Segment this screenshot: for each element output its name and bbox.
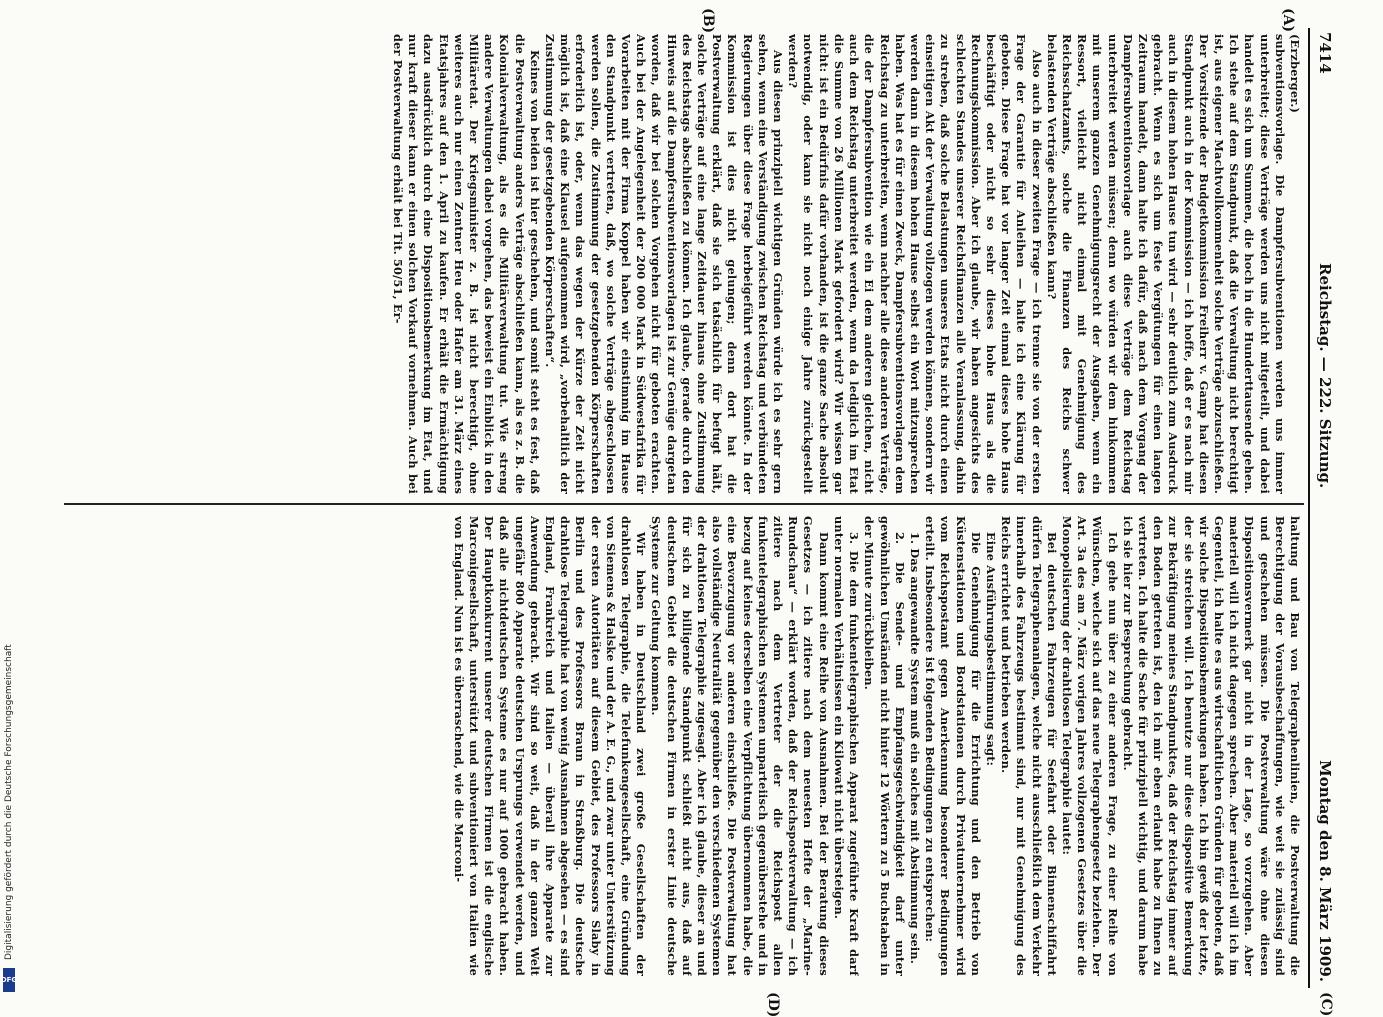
document-page xyxy=(56,8,1336,1017)
margin-marker-b: (B) xyxy=(700,8,716,34)
column-divider xyxy=(64,503,1304,505)
margin-marker-c: (C) xyxy=(1318,992,1334,1017)
list-item: 2. Die Sende- und Empfangsgeschwindigkeit darf unter gewöhnlichen Umständen nicht hinter 12 Wörtern zu 5 Buchstaben in der Minute zurückbleiben. xyxy=(862,516,907,976)
left-column xyxy=(67,34,1302,494)
quoted-regulation-text: Die Genehmigung für die Errichtung und den Betrieb von Küstenstationen und Bordstationen durch Privatunternehmer wird vom Reichspostamt gegen Anerkennung besonderer Bedingungen erteilt. Insbesondere ist folgenden Bedingungen zu entsprechen: xyxy=(923,516,983,976)
digitization-credit-text: Digitalisierung gefördert durch die Deutsche Forschungsgemeinschaft xyxy=(4,644,14,960)
session-title: Reichstag. — 222. Sitzung. xyxy=(1316,263,1334,489)
paragraph: Keines von beiden ist hier geschehen, und somit steht es fest, daß die Postverwaltung anders Verträge abschließen kann, als es z. B. die Kolonialverwaltung, als es die Militärverwaltung tut. Wie streng andere Verwaltungen dabei vorgehen, das beweist ein Einblick in den Militäretat. Der Kriegsminister z. B. ist nicht berechtigt, ohne weiteres auch nur einen Zentner Heu oder Hafer am 31. März eines Etatsjahres auf den 1. April zu kaufen. Er erhält die Ermächtigung dazu ausdrücklich durch eine Dispositionsbemerkung im Etat, und nur kraft dieser kann er einen solchen Vorkauf vornehmen. Auch bei der Postverwaltung erhält bei Tit. 50/51, Er- xyxy=(391,34,542,494)
quoted-law-text: Bei deutschen Fahrzeugen für Seefahrt oder Binnenschiffahrt dürfen Telegraphenanlagen, welche nicht ausschließlich dem Verkehr innerhalb des Fahrzeugs bestimmt sind, nur mit Genehmigung des Reichs errichtet und betrieben werden. xyxy=(999,516,1059,976)
speaker-name: (Erzberger.) xyxy=(1288,34,1302,114)
margin-marker-a: (A) xyxy=(1280,8,1296,33)
page-header xyxy=(1310,28,1336,988)
paragraph: haltung und Bau von Telegraphenlinien, die Postverwaltung die Berechtigung der Vorausbeschaffungen, wie weit sie zulässig sind und geschehen müssen. Die Postverwaltung wäre ohne diesen Dispositionsvermerk gar nicht in der Lage, so vorzugehen. Aber materiell will ich nicht dagegen sprechen. Aber materiell will ich im Gegenteil, ich halte es aus wirtschaftlichen Gründen für geboten, daß wir solche Dispositionsbemerkungen haben. Ich bin gewiß der letzte, der sie streichen will. Ich benutze nur diese dispositive Bemerkung zur Bekräftigung meines Standpunktes, daß der Reichstag immer auf den Boden getreten ist, den ich mir eben erlaubt habe zu Ihnen zu vertreten. Ich halte die Sache für prinzipiell wichtig, und darum habe ich sie hier zur Besprechung gebracht. xyxy=(1120,516,1302,976)
paragraph: Also auch in dieser zweiten Frage — ich trenne sie von der ersten Frage der Garantie für Anleihen — halte ich eine Klärung für geboten. Diese Frage hat vor langer Zeit einmal dieses hohe Haus beschäftigt oder nicht so sehr dieses hohe Haus als die Rechnungskommission. Aber ich glaube, wir haben angesichts des schlechten Standes unserer Reichsfinanzen alle Veranlassung, dahin zu streben, daß solche Belastungen unseres Etats nicht durch einen einseitigen Akt der Verwaltung vollzogen werden können, sondern wir werden dann in diesem hohen Hause selbst ein Wort mitzusprechen haben. Was hat es für einen Zweck, Dampfersubventionsvorlagen dem Reichstag zu unterbreiten, wenn nachher alle diese anderen Verträge, die der Dampfersubvention wie ein Ei dem anderen gleichen, nicht auch dem Reichstag unterbreitet werden, wenn da lediglich im Etat die Summe von 26 Millionen Mark gefordert wird? Wir wissen gar nicht: ist ein Bedürfnis dafür vorhanden, ist die ganze Sache absolut notwendig, oder kann sie nicht noch einige Jahre zurückgestellt werden? xyxy=(786,34,1044,494)
dfg-logo: DFG xyxy=(3,968,15,992)
list-item: 1. Das angewandte System muß ein solches mit Abstimmung sein. xyxy=(907,532,922,964)
paragraph: Aus diesen prinzipiell wichtigen Gründen würde ich es sehr gern sehen, wenn eine Verständigung zwischen Reichstag und verbündeten Regierungen über diese Frage herbeigeführt werden könnte. In der Kommission ist dies nicht gelungen; denn dort hat die Postverwaltung erklärt, daß sie sich tatsächlich für befugt hält, solche Verträge auf eine lange Zeitdauer hinaus ohne Zustimmung des Reichstags abschließen zu können. Ich glaube, gerade durch den Hinweis auf die Dampfersubventionsvorlagen ist zur Genüge dargetan worden, daß wir bei solchen Vorgehen nicht für geboten erachten. Auch bei der Angelegenheit der 200 000 Mark in Südwestafrika für Vorarbeiten mit der Firma Koppel haben wir einstimmig im Hause den Standpunkt vertreten, daß, wo solche Verträge abgeschlossen werden sollen, die Zustimmung der gesetzgebenden Körperschaften erforderlich ist, oder, wenn das wegen der Kürze der Zeit nicht möglich ist, daß eine Klausel aufgenommen wird, „vorbehaltlich der Zustimmung der gesetzgebenden Körperschaften“. xyxy=(543,34,786,494)
right-column xyxy=(67,516,1302,976)
session-date: Montag den 8. März 1909. xyxy=(1316,760,1334,982)
paragraph: subventionsvorlage. Die Dampfersubventionen werden uns immer unterbreitet; diese Verträge werden uns nicht mitgeteilt, und dabei handelt es sich um Summen, die hoch in die Hunderttausende gehen. Ich stehe auf dem Standpunkt, daß die Verwaltung nicht berechtigt ist, aus eigener Machtvollkommenheit solche Verträge abzuschließen. Der Vorsitzende der Budgetkommission Freiherr v. Gamp hat diesen Standpunkt auch in der Kommission — ich hoffe, daß er es nach mir auch in diesem hohen Hause tun wird — sehr deutlich zum Ausdruck gebracht. Wenn es sich um feste Vergütungen für einen langen Zeitraum handelt, dann halte ich dafür, daß nach dem Vorgang der Dampfersubventionsvorlage auch diese Verträge dem Reichstag unterbreitet werden müssen; denn wo würden wir dem hinkommen mit unserem ganzen Genehmigungsrecht der Ausgaben, wenn ein Ressort, vielleicht nicht einmal mit Genehmigung des Reichsschatzamts, solche die Finanzen des Reichs schwer belastenden Verträge abschließen kann? xyxy=(1044,34,1287,494)
list-item: 3. Die dem funkentelegraphischen Apparat zugeführte Kraft darf unter normalen Verhältnissen ein Kilowatt nicht übersteigen. xyxy=(831,516,862,976)
margin-marker-d: (D) xyxy=(765,992,781,1017)
header-rule xyxy=(1308,28,1310,988)
page-number: 7414 xyxy=(1316,32,1334,74)
paragraph: Eine Ausführungsbestimmung sagt: xyxy=(983,532,998,766)
paragraph: Ich gehe nun über zu einer anderen Frage, zu einer Reihe von Wünschen, welche sich auf das neue Telegraphengesetz beziehen. Der Art. 3a des am 7. März vorigen Jahres vollzogenen Gesetzes über die Monopolisierung der drahtlosen Telegraphie lautet: xyxy=(1059,516,1120,976)
paragraph: Wir haben in Deutschland zwei große Gesellschaften der drahtlosen Telegraphie, die Telefunkengesellschaft, eine Gründung von Siemens & Halske und der A. E. G., und zwar unter Unterstützung der ersten Autoritäten auf diesem Gebiet, des Professors Slaby in Berlin und des Professors Braun in Straßburg. Die deutsche drahtlose Telegraphie hat von wenig Ausnahmen abgesehen — es sind England, Frankreich und Italien — überall ihre Apparate zur Anwendung gebracht. Wir sind so weit, daß in der ganzen Welt ungefähr 800 Apparate deutschen Ursprungs verwendet werden, und daß alle nichtdeutschen Systeme es nur auf 1000 gebracht haben. Der Hauptkonkurrent unserer deutschen Firmen ist die englische Marconigesellschaft, unterstützt und subventioniert von Italien wie von England. Nun ist es überraschend, wie die Marconi- xyxy=(451,516,649,976)
paragraph: Dann kommt eine Reihe von Ausnahmen. Bei der Beratung dieses Gesetzes — ich zitiere nach dem neuesten Hefte der „Marine-Rundschau“ — erklärt worden, daß der Reichspostverwaltung — ich zitiere nach dem Vertreter der die Reichspost allen funkentelegraphischen Systemen unparteiisch gegenüberstehe und in bezug auf keines derselben eine Verpflichtung übernommen habe, die eine Bevorzugung vor anderen einschließe. Die Postverwaltung hat also vollständige Neutralität gegenüber den verschiedenen Systemen der drahtlosen Telegraphie zugesagt. Aber ich glaube, dieser an und für sich zu billigende Standpunkt schließt nicht aus, daß auf deutschem Gebiet die deutschen Firmen in erster Linie deutsche Systeme zur Geltung kommen. xyxy=(649,516,831,976)
